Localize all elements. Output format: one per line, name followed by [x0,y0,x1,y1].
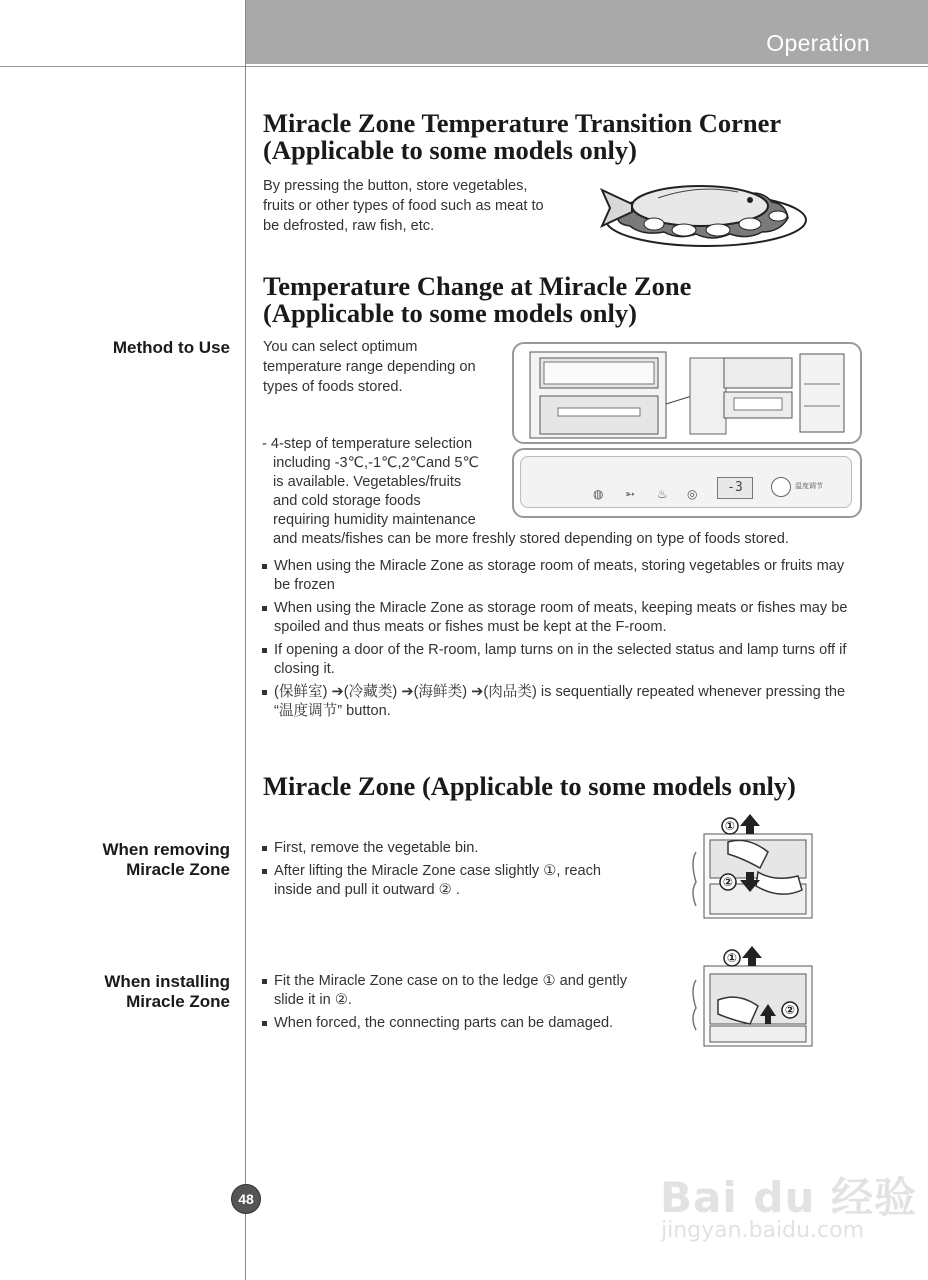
meat-mode-icon[interactable]: ◎ [687,487,698,501]
humidity-mode-icon[interactable]: ◍ [593,487,604,501]
cold-mode-icon[interactable]: ♨ [657,487,668,501]
page-number: 48 [231,1184,261,1214]
top-divider [0,66,928,67]
list-item: Fit the Miracle Zone case on to the ledge ① and gently slide it in ②. [262,972,642,1010]
fish-mode-icon[interactable]: ➳ [625,487,636,501]
transition-body: By pressing the button, store vegetables, fruits or other types of food such as meat to be defrosted, raw fish, etc. [263,178,544,234]
temperature-adjust-label: 温度调节 [795,483,823,490]
step-one-marker: ① [726,951,738,965]
baidu-watermark: Bai du 经验 [660,1173,917,1222]
fridge-drawers-drawing [514,344,860,442]
step-two-marker: ② [784,1003,796,1017]
list-item: When forced, the connecting parts can be damaged. [262,1014,642,1033]
list-item: When using the Miracle Zone as storage room of meats, storing vegetables or fruits may be frozen [262,557,852,595]
removing-illustration [688,812,816,920]
temp-change-bullets [262,557,852,725]
control-panel-face [520,456,852,508]
list-item: First, remove the vegetable bin. [262,839,642,858]
temperature-display: -3 [717,477,753,499]
list-item: After lifting the Miracle Zone case slightly ①, reach inside and pull it outward ② . [262,862,642,900]
installing-bullets [262,972,642,1037]
temp-steps-text: - 4-step of temperature selection including -3℃,-1℃,2℃and 5℃ is available. Vegetables/fruits and cold storage foods requiring humidity maintenance and meats/fishes can be more freshly stored depending on type of foods stored. [262,436,789,547]
control-panel-illustration [512,448,862,518]
step-two-marker: ② [722,875,734,889]
baidu-watermark-url: jingyan.baidu.com [661,1218,865,1243]
temp-change-heading [263,273,691,327]
transition-title-line1: Miracle Zone Temperature Transition Corner [263,108,782,138]
list-item: When using the Miracle Zone as storage room of meats, keeping meats or fishes may be spoiled and thus meats or fishes must be kept at the F-room. [262,599,852,637]
removing-bullets [262,839,642,904]
list-item: (保鲜室) ➔(冷藏类) ➔(海鲜类) ➔(肉品类) is sequentially repeated whenever pressing the “温度调节” button. [262,683,852,721]
header-bar [246,0,928,64]
fish-platter-illustration [598,176,810,250]
installing-illustration [688,944,816,1048]
list-item: If opening a door of the R-room, lamp turns on in the selected status and lamp turns off if closing it. [262,641,852,679]
method-to-use-label: Method to Use [112,338,230,357]
temperature-adjust-button[interactable] [771,477,791,497]
temp-change-intro: You can select optimum temperature range depending on types of foods stored. [263,339,476,395]
step-one-marker: ① [724,819,736,833]
miracle-zone-heading: Miracle Zone (Applicable to some models only) [263,771,796,801]
installing-label: When installing Miracle Zone [104,972,230,1011]
transition-heading [263,110,781,164]
section-title: Operation [766,30,870,56]
temp-change-title-line1: Temperature Change at Miracle Zone [263,271,692,301]
transition-title-line2: (Applicable to some models only) [263,135,637,165]
temp-change-title-line2: (Applicable to some models only) [263,298,637,328]
fridge-interior-illustration [512,342,862,444]
removing-label: When removing Miracle Zone [102,840,230,879]
margin-divider [245,0,246,1280]
